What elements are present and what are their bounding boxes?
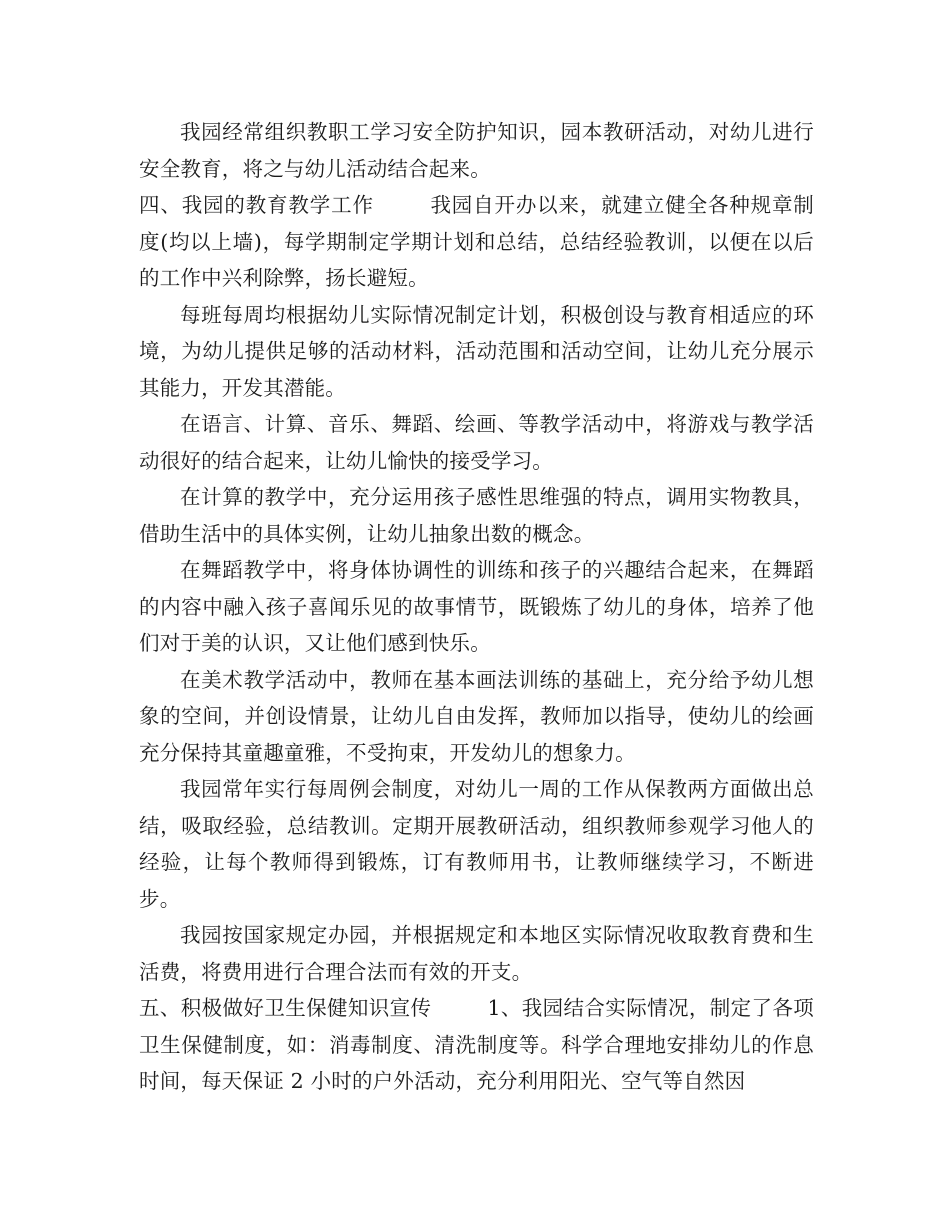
paragraph-section-five bbox=[139, 990, 814, 1100]
section-heading-four: 四、我园的教育教学工作 bbox=[139, 193, 374, 217]
paragraph-math-teaching: 在计算的教学中，充分运用孩子感性思维强的特点，调用实物教具，借助生活中的具体实例，让幼儿抽象出数的概念。 bbox=[139, 485, 814, 546]
paragraph-regulations: 我园自开办以来，就建立健全各种规章制度(均以上墙)，每学期制定学期计划和总结，总结经验教训，以便在以后的工作中兴利除弊，扬长避短。 bbox=[139, 193, 814, 290]
paragraph-teaching-activities: 在语言、计算、音乐、舞蹈、绘画、等教学活动中，将游戏与教学活动很好的结合起来，让幼儿愉快的接受学习。 bbox=[139, 412, 814, 473]
paragraph-art-teaching: 在美术教学活动中，教师在基本画法训练的基础上，充分给予幼儿想象的空间，并创设情景，让幼儿自由发挥，教师加以指导，使幼儿的绘画充分保持其童趣童雅，不受拘束，开发幼儿的想象力。 bbox=[139, 667, 814, 765]
paragraph-safety-training: 我园经常组织教职工学习安全防护知识，园本教研活动，对幼儿进行安全教育，将之与幼儿活动结合起来。 bbox=[139, 120, 814, 181]
paragraph-weekly-meetings: 我园常年实行每周例会制度，对幼儿一周的工作从保教两方面做出总结，吸取经验，总结教训。定期开展教研活动，组织教师参观学习他人的经验，让每个教师得到锻炼，订有教师用书，让教师继续学习，不断进步。 bbox=[139, 777, 814, 911]
section-heading-five: 五、积极做好卫生保健知识宣传 bbox=[139, 996, 432, 1020]
paragraph-section-four bbox=[139, 187, 814, 297]
paragraph-health-rules: 1、我园结合实际情况，制定了各项卫生保健制度，如：消毒制度、清洗制度等。科学合理地安排幼儿的作息时间，每天保证 2 小时的户外活动，充分利用阳光、空气等自然因 bbox=[139, 996, 814, 1093]
body-text bbox=[139, 114, 814, 1100]
paragraph-fees: 我园按国家规定办园，并根据规定和本地区实际情况收取教育费和生活费，将费用进行合理合法而有效的开支。 bbox=[139, 923, 814, 984]
paragraph-weekly-plans: 每班每周均根据幼儿实际情况制定计划，积极创设与教育相适应的环境，为幼儿提供足够的活动材料，活动范围和活动空间，让幼儿充分展示其能力，开发其潜能。 bbox=[139, 302, 814, 400]
paragraph-dance-teaching: 在舞蹈教学中，将身体协调性的训练和孩子的兴趣结合起来，在舞蹈的内容中融入孩子喜闻乐见的故事情节，既锻炼了幼儿的身体，培养了他们对于美的认识，又让他们感到快乐。 bbox=[139, 558, 814, 655]
